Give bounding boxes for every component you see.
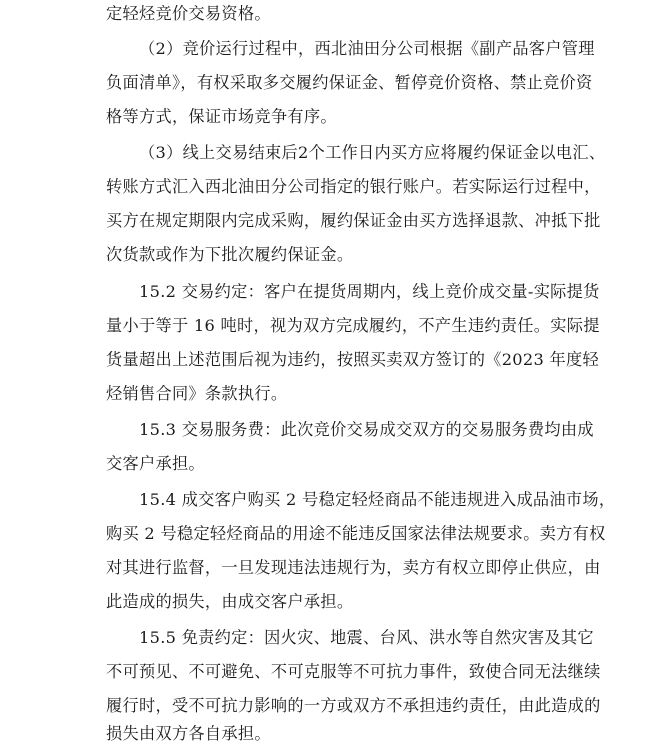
text-line: 损失由双方各自承担。 (106, 724, 271, 743)
text-line: 次货款或作为下批次履约保证金。 (106, 245, 354, 264)
text-line: 转账方式汇入西北油田分公司指定的银行账户。若实际运行过程中， (106, 177, 601, 196)
text-line: 此造成的损失，由成交客户承担。 (106, 592, 354, 611)
text-line: 交客户承担。 (106, 454, 205, 473)
text-line: （3）线上交易结束后2个工作日内买方应将履约保证金以电汇、 (139, 143, 606, 162)
text-line: 量小于等于 16 吨时，视为双方完成履约，不产生违约责任。实际提 (106, 316, 600, 335)
text-line: 货量超出上述范围后视为违约，按照买卖双方签订的《2023 年度轻 (106, 350, 600, 369)
text-line: 买方在规定期限内完成采购，履约保证金由买方选择退款、冲抵下批 (106, 211, 601, 230)
text-line: （2）竞价运行过程中，西北油田分公司根据《副产品客户管理 (139, 39, 595, 58)
text-line: 烃销售合同》条款执行。 (106, 384, 288, 403)
text-line: 15.5 免责约定：因火灾、地震、台风、洪水等自然灾害及其它 (139, 628, 594, 647)
text-line: 格等方式，保证市场竞争有序。 (106, 107, 337, 126)
text-line: 15.2 交易约定：客户在提货周期内，线上竞价成交量-实际提货 (139, 282, 600, 301)
text-line: 定轻烃竞价交易资格。 (106, 4, 271, 23)
text-line: 15.4 成交客户购买 2 号稳定轻烃商品不能违规进入成品油市场， (139, 490, 616, 509)
text-line: 负面清单》，有权采取多交履约保证金、暂停竞价资格、禁止竞价资 (106, 73, 593, 92)
text-line: 对其进行监督，一旦发现违法违规行为，卖方有权立即停止供应，由 (106, 558, 601, 577)
text-line: 15.3 交易服务费：此次竞价交易成交双方的交易服务费均由成 (139, 420, 594, 439)
text-line: 购买 2 号稳定轻烃商品的用途不能违反国家法律法规要求。卖方有权 (106, 524, 606, 543)
text-line: 不可预见、不可避免、不可克服等不可抗力事件，致使合同无法继续 (106, 662, 601, 681)
text-line: 履行时，受不可抗力影响的一方或双方不承担违约责任，由此造成的 (106, 696, 601, 715)
